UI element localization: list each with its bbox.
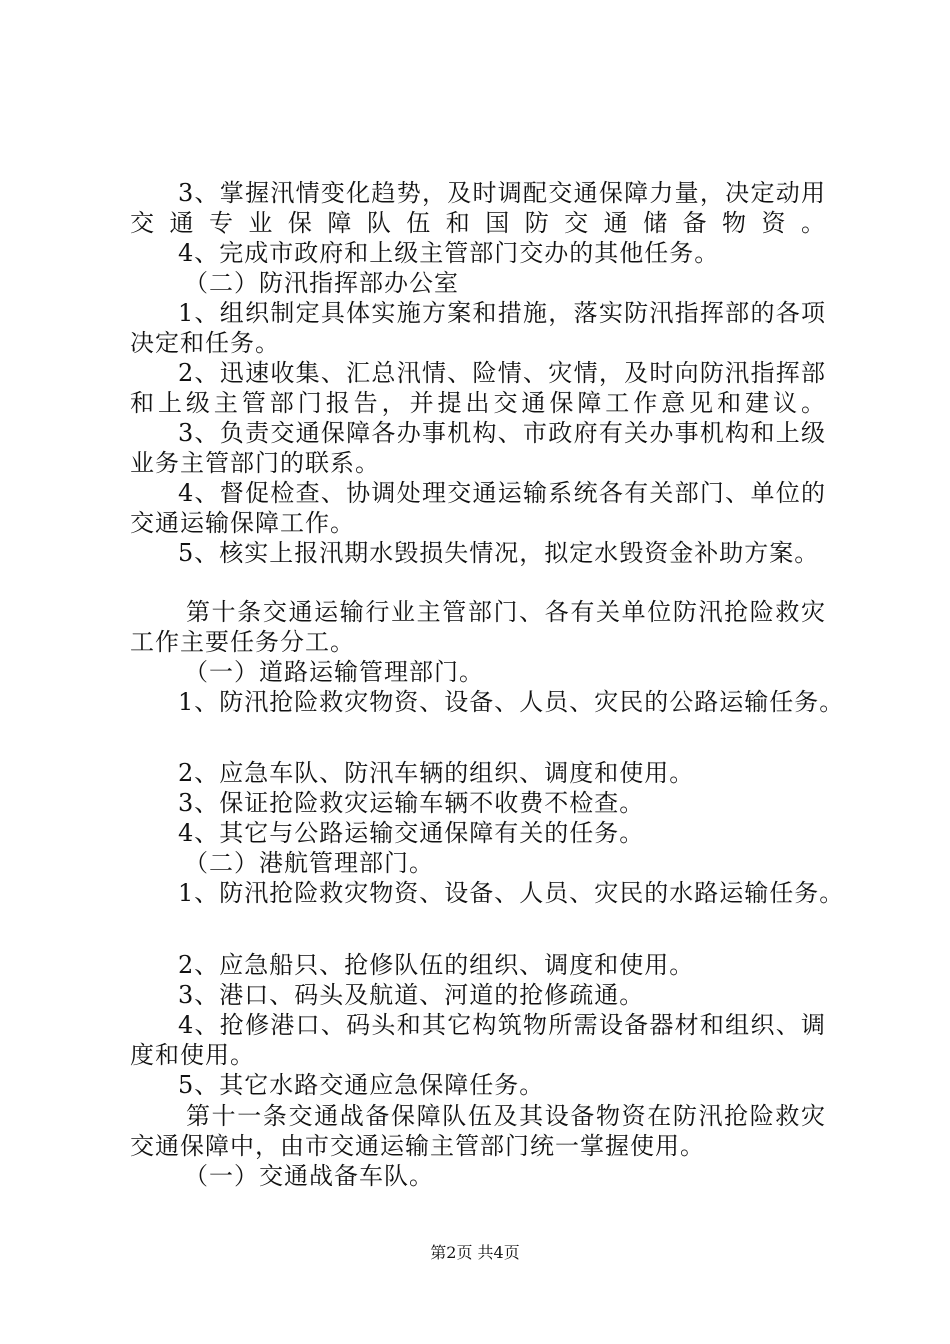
text-line: 2、迅速收集、汇总汛情、险情、灾情，及时向防汛指挥部 bbox=[178, 359, 826, 387]
text-line: 1、防汛抢险救灾物资、设备、人员、灾民的水路运输任务。 bbox=[178, 879, 845, 907]
text-line: 4、督促检查、协调处理交通运输系统各有关部门、单位的 bbox=[178, 479, 826, 507]
text-line: 4、抢修港口、码头和其它构筑物所需设备器材和组织、调 bbox=[178, 1011, 826, 1039]
text-line: 4、完成市政府和上级主管部门交办的其他任务。 bbox=[178, 239, 720, 267]
text-line: 业务主管部门的联系。 bbox=[130, 449, 380, 477]
text-line: 2、应急车队、防汛车辆的组织、调度和使用。 bbox=[178, 759, 695, 787]
text-line: （二）防汛指挥部办公室 bbox=[184, 269, 459, 297]
text-line: （一）交通战备车队。 bbox=[184, 1162, 434, 1190]
text-line: 第十条交通运输行业主管部门、各有关单位防汛抢险救灾 bbox=[186, 598, 826, 626]
text-line: 5、其它水路交通应急保障任务。 bbox=[178, 1071, 545, 1099]
text-line: 1、防汛抢险救灾物资、设备、人员、灾民的公路运输任务。 bbox=[178, 688, 845, 716]
text-line: 工作主要任务分工。 bbox=[130, 628, 355, 656]
text-line: 3、掌握汛情变化趋势，及时调配交通保障力量，决定动用 bbox=[178, 179, 826, 207]
text-line: 决定和任务。 bbox=[130, 329, 280, 357]
text-line: 3、负责交通保障各办事机构、市政府有关办事机构和上级 bbox=[178, 419, 826, 447]
text-line: 交通保障中，由市交通运输主管部门统一掌握使用。 bbox=[130, 1132, 705, 1160]
text-line: 2、应急船只、抢修队伍的组织、调度和使用。 bbox=[178, 951, 695, 979]
text-line: （一）道路运输管理部门。 bbox=[184, 658, 484, 686]
text-line: 和上级主管部门报告，并提出交通保障工作意见和建议。 bbox=[130, 389, 826, 417]
text-line: 交通运输保障工作。 bbox=[130, 509, 355, 537]
text-line: （二）港航管理部门。 bbox=[184, 849, 434, 877]
page-footer: 第2页 共4页 bbox=[430, 1243, 520, 1262]
text-line: 交通专业保障队伍和国防交通储备物资。 bbox=[130, 209, 826, 237]
text-line: 3、港口、码头及航道、河道的抢修疏通。 bbox=[178, 981, 645, 1009]
text-line: 第十一条交通战备保障队伍及其设备物资在防汛抢险救灾 bbox=[186, 1102, 826, 1130]
text-line: 3、保证抢险救灾运输车辆不收费不检查。 bbox=[178, 789, 645, 817]
text-line: 1、组织制定具体实施方案和措施，落实防汛指挥部的各项 bbox=[178, 299, 826, 327]
text-line: 5、核实上报汛期水毁损失情况，拟定水毁资金补助方案。 bbox=[178, 539, 820, 567]
text-line: 度和使用。 bbox=[130, 1041, 255, 1069]
text-line: 4、其它与公路运输交通保障有关的任务。 bbox=[178, 819, 645, 847]
